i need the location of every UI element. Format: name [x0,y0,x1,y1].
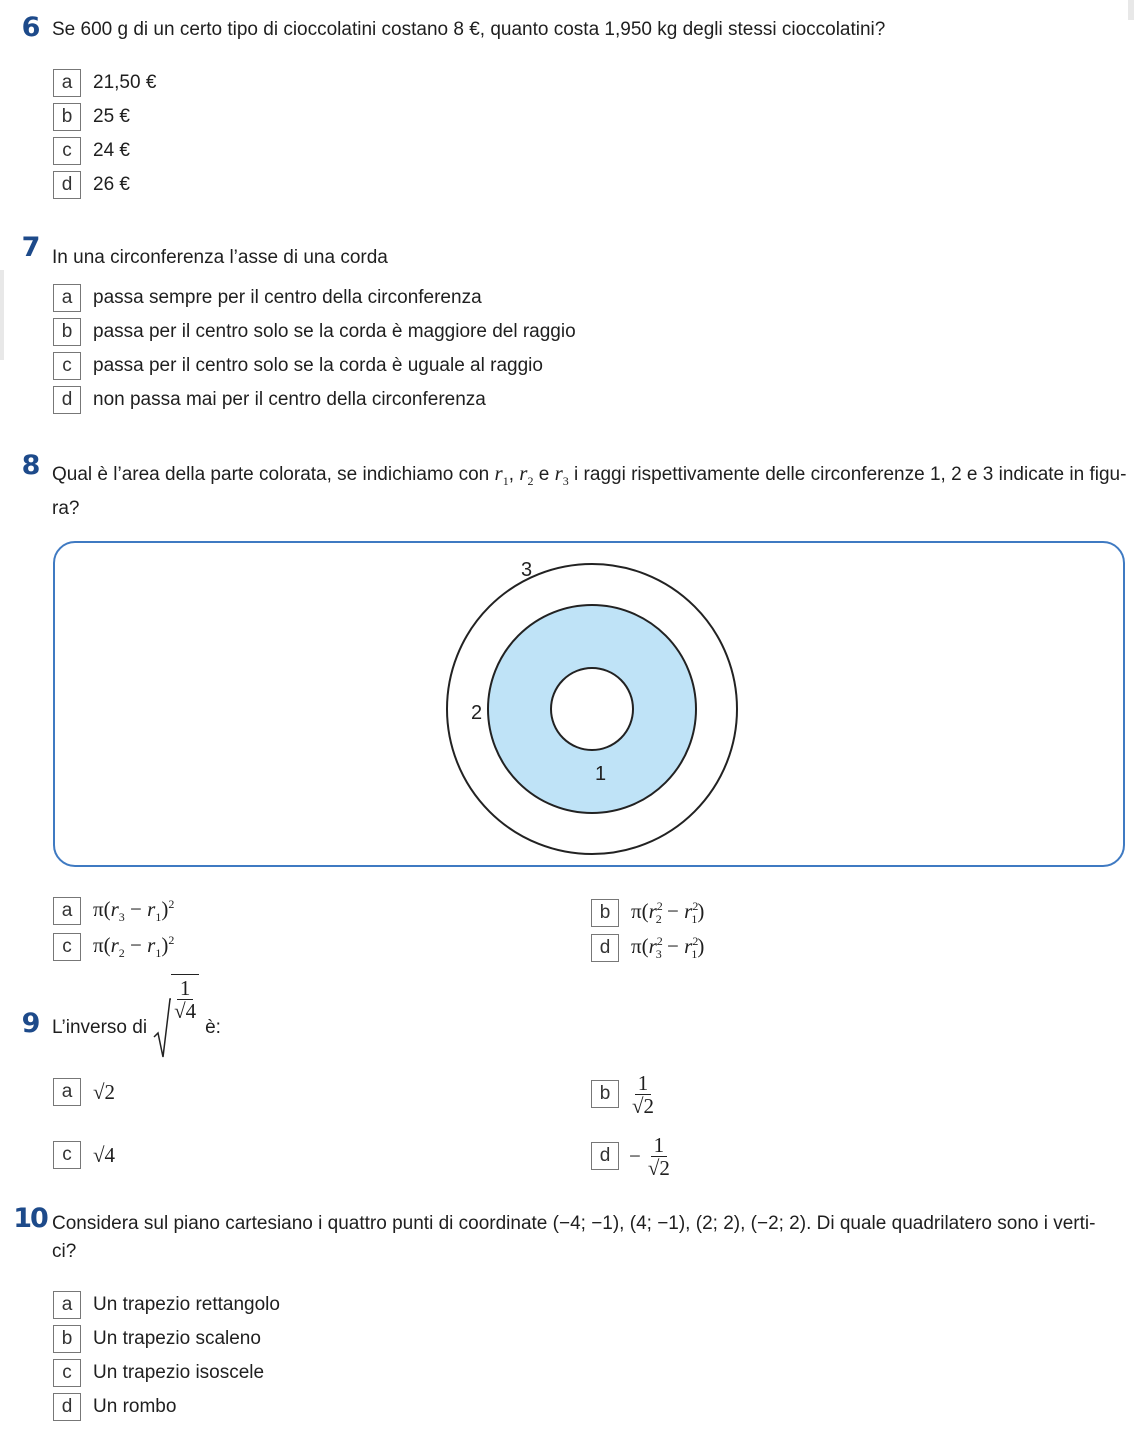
answer-option[interactable] [53,1325,261,1353]
option-letter-box[interactable]: d [53,171,81,199]
question-number: 6 [21,12,39,43]
question-text: L’inverso di $\frac{1}{√4}$ è: [52,996,1124,1060]
figure-frame [53,541,1125,867]
option-formula: − $\frac{1}{√2}$ [629,1132,670,1180]
question-text: In una circonferenza l’asse di una corda [52,247,388,268]
question-number: 10 [13,1203,47,1234]
answer-option[interactable] [53,1291,280,1319]
option-letter-box[interactable]: c [53,137,81,165]
answer-option[interactable] [591,1070,657,1118]
question-text: Se 600 g di un certo tipo di cioccolatini costano 8 €, quanto costa 1,950 kg degli stessi cioccolatini? [52,19,886,40]
sqrt-expression: $\frac{1}{√4}$ [153,997,199,1059]
option-letter-box[interactable]: a [53,1078,81,1106]
option-letter-box[interactable]: c [53,1141,81,1169]
answer-option[interactable] [53,933,174,961]
question-text [52,1210,1124,1266]
option-text: 25 € [93,106,130,127]
answer-option[interactable] [53,1141,115,1169]
answer-option[interactable] [53,284,482,312]
option-text: Un rombo [93,1396,177,1417]
option-letter-box[interactable]: c [53,933,81,961]
option-text: passa sempre per il centro della circonferenza [93,287,482,308]
answer-option[interactable] [53,69,156,97]
option-text: 26 € [93,174,130,195]
option-text: passa per il centro solo se la corda è maggiore del raggio [93,321,576,342]
question-text-line: ra? [52,498,80,520]
question-number: 8 [21,450,39,481]
option-letter-box[interactable]: b [53,103,81,131]
radical-sign-icon [153,997,171,1059]
option-letter-box[interactable]: a [53,1291,81,1319]
option-letter-box[interactable]: a [53,284,81,312]
concentric-circles-figure [55,543,1123,865]
answer-option[interactable] [53,137,130,165]
answer-option[interactable] [53,1393,176,1421]
option-formula: √4 [93,1142,116,1167]
answer-option[interactable] [53,103,130,131]
option-formula: $\pi(r_2 - r_1)^2$ [93,932,175,961]
answer-option[interactable] [53,1359,264,1387]
circle-label-2: 2 [471,702,483,724]
option-letter-box[interactable]: b [53,318,81,346]
answer-option[interactable] [53,897,174,925]
option-text: Un trapezio isoscele [93,1362,265,1383]
option-letter-box[interactable]: b [591,1080,619,1108]
answer-option[interactable] [53,171,130,199]
option-letter-box[interactable]: d [591,934,619,962]
option-letter-box[interactable]: a [53,897,81,925]
option-text: 21,50 € [93,72,157,93]
option-letter-box[interactable]: a [53,69,81,97]
option-letter-box[interactable]: d [53,386,81,414]
option-letter-box[interactable]: d [53,1393,81,1421]
option-formula: $\pi(r_3 - r_1)^2$ [93,896,175,925]
scan-artifact [0,270,4,360]
option-formula: $\pi(r^2_3 - r^2_1)$ [631,933,705,962]
answer-option[interactable] [53,318,576,346]
answer-option[interactable] [53,1078,115,1106]
option-letter-box[interactable]: c [53,352,81,380]
option-text: 24 € [93,140,130,161]
option-letter-box[interactable]: b [53,1325,81,1353]
option-letter-box[interactable]: c [53,1359,81,1387]
option-formula: $\frac{1}{√2}$ [632,1070,655,1118]
circle-label-3: 3 [521,559,533,581]
question-number: 9 [21,1008,39,1039]
option-letter-box[interactable]: d [591,1142,619,1170]
answer-option[interactable] [591,1132,673,1180]
question-text-line: Qual è l’area della parte colorata, se indichiamo con $r_1$, $r_2$ e $r_3$ i raggi rispettivamente delle circonferenze 1, 2 e 3 indicate in figu- [52,461,1127,489]
option-letter-box[interactable]: b [591,899,619,927]
option-formula: $\pi(r^2_2 - r^2_1)$ [631,898,705,927]
question-text-line: ci? [52,1241,77,1262]
option-text: Un trapezio rettangolo [93,1294,280,1315]
circle-1-inner [551,668,633,750]
circle-label-1: 1 [595,763,607,785]
option-formula: √2 [93,1079,116,1104]
question-number: 7 [21,232,39,263]
option-text: passa per il centro solo se la corda è uguale al raggio [93,355,543,376]
question-text [52,459,1127,523]
answer-option[interactable] [591,934,704,962]
question-text-line: Considera sul piano cartesiano i quattro punti di coordinate (−4; −1), (4; −1), (2; 2), (−2; 2). Di quale quadrilatero sono i verti- [52,1213,1096,1234]
answer-option[interactable] [53,352,543,380]
answer-option[interactable] [591,899,704,927]
answer-option[interactable] [53,386,486,414]
option-text: non passa mai per il centro della circonferenza [93,389,486,410]
option-text: Un trapezio scaleno [93,1328,261,1349]
scan-artifact [1128,0,1134,20]
